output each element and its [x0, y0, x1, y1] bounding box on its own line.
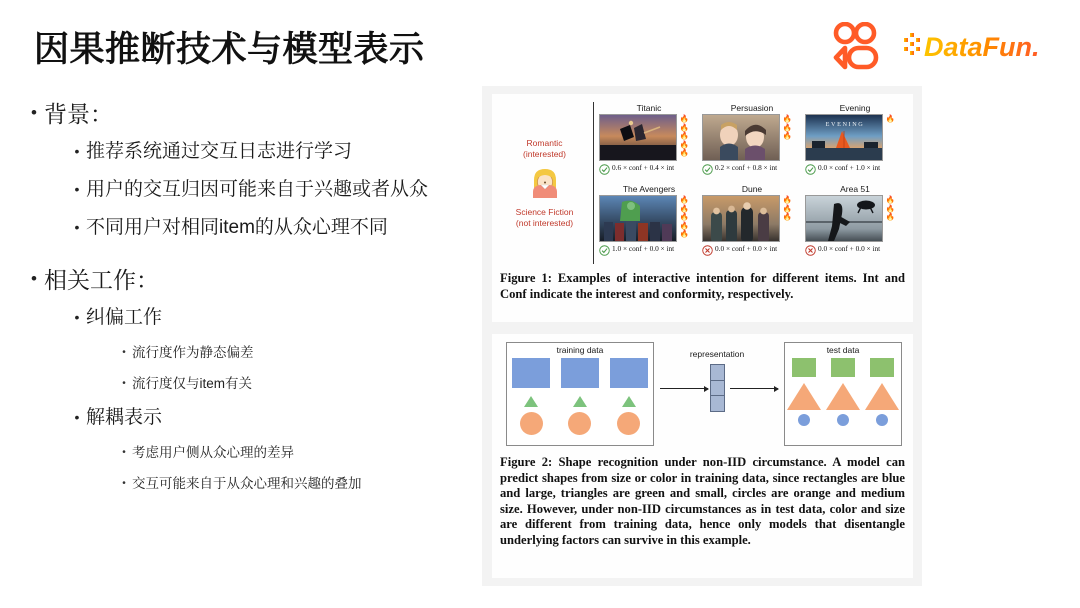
outline-item-level3	[116, 373, 479, 395]
movie-poster-persuasion	[702, 114, 780, 161]
circle-shape	[876, 414, 888, 426]
training-triangles-row	[507, 396, 653, 407]
outline-label: 考虑用户侧从众心理的差异	[132, 445, 294, 460]
training-data-label: training data	[556, 345, 604, 355]
flame-icon: 🔥	[885, 212, 896, 222]
bullet-dot-icon: •	[122, 447, 126, 458]
flame-icon: 🔥	[679, 139, 690, 149]
circle-shape	[568, 412, 591, 435]
outline-item-level1	[24, 264, 479, 296]
flame-icon: 🔥	[679, 220, 690, 230]
triangle-shape	[787, 383, 821, 410]
flame-icon: 🔥	[782, 203, 793, 213]
representation-label: representation	[689, 349, 745, 359]
figure2-caption: Figure 2: Shape recognition under non-IID circumstance. A model can predict shapes from size or color in training data, since rectangles are blue and large, triangles are green and small, circles are orange and medium size. However, under non-IID circumstances as in test data, color and size are different from training data, hence only models that disentangle underlying factors can survive in this example.	[500, 455, 905, 547]
movie-card	[702, 102, 802, 183]
check-icon	[599, 243, 610, 254]
movie-title: Evening	[839, 103, 871, 113]
movie-row-scifi	[593, 183, 911, 264]
datafun-logo	[904, 29, 1054, 63]
flame-icon: 🔥	[782, 122, 793, 132]
movie-rows	[593, 102, 911, 264]
outline-label: 流行度作为静态偏差	[132, 345, 254, 360]
outline-item-level2	[68, 138, 479, 166]
representation-block	[667, 348, 767, 412]
outline-label: 流行度仅与item有关	[132, 376, 253, 391]
cross-icon	[702, 243, 713, 254]
check-icon	[599, 162, 610, 173]
arrow-training-to-representation	[660, 388, 708, 389]
outline-item-level2	[68, 176, 479, 204]
flame-meter	[679, 114, 690, 158]
flame-icon: 🔥	[885, 195, 896, 204]
flame-icon: 🔥	[679, 114, 690, 123]
figure2-panel	[492, 334, 913, 578]
bullet-dot-icon: •	[122, 478, 126, 489]
figure-area	[482, 86, 922, 586]
kuaishou-logo-icon	[832, 22, 882, 70]
representation-cell	[711, 381, 724, 397]
outline-label: 背景：	[44, 101, 113, 127]
triangle-shape	[524, 396, 538, 407]
bullet-dot-icon: •	[74, 143, 80, 159]
intent-formula: 1.0 × conf + 0.0 × int	[612, 244, 675, 253]
flame-icon: 🔥	[782, 195, 793, 204]
rectangle-shape	[610, 358, 648, 388]
outline-label: 推荐系统通过交互日志进行学习	[86, 141, 353, 162]
circle-shape	[617, 412, 640, 435]
flame-meter	[885, 114, 896, 124]
test-data-label: test data	[826, 345, 860, 355]
flame-icon: 🔥	[782, 114, 793, 123]
movie-card	[702, 183, 802, 264]
training-rectangles-row	[507, 358, 653, 388]
intent-formula: 0.0 × conf + 0.0 × int	[715, 244, 778, 253]
movie-card	[599, 183, 699, 264]
rectangle-shape	[561, 358, 599, 388]
training-circles-row	[507, 412, 653, 435]
outline-label: 纠偏工作	[86, 307, 163, 328]
outline-item-level2	[68, 404, 479, 432]
bullet-dot-icon: •	[74, 219, 80, 235]
outline-item-level3	[116, 442, 479, 464]
intent-formula: 0.6 × conf + 0.4 × int	[612, 163, 675, 172]
flame-meter	[885, 195, 896, 222]
flame-icon: 🔥	[782, 212, 793, 222]
outline-group-background	[24, 98, 479, 242]
flame-icon: 🔥	[782, 131, 793, 141]
test-data-box	[784, 342, 902, 446]
test-triangles-row	[785, 383, 901, 410]
triangle-shape	[826, 383, 860, 410]
outline-label: 相关工作：	[44, 267, 159, 293]
flame-icon: 🔥	[679, 203, 690, 213]
movie-title: Dune	[741, 184, 763, 194]
flame-icon: 🔥	[679, 148, 690, 158]
movie-poster-titanic	[599, 114, 677, 161]
rectangle-shape	[870, 358, 894, 377]
intent-formula: 0.2 × conf + 0.8 × int	[715, 163, 778, 172]
logo-group	[832, 22, 1054, 70]
movie-title: Area 51	[840, 184, 870, 194]
bullet-dot-icon: •	[122, 378, 126, 389]
bullet-dot-icon: •	[31, 103, 37, 122]
flame-meter	[782, 114, 793, 141]
outline-label: 用户的交互归因可能来自于兴趣或者从众	[86, 179, 429, 200]
figure1-panel	[492, 94, 913, 322]
check-icon	[805, 162, 816, 173]
movie-card	[599, 102, 699, 183]
movie-title: Titanic	[636, 103, 662, 113]
flame-icon: 🔥	[679, 212, 690, 222]
persona-line1: Romantic	[526, 137, 563, 148]
triangle-shape	[622, 396, 636, 407]
outline-subgroup-debias	[24, 304, 479, 395]
figure1-graphic	[492, 94, 913, 266]
movie-poster-dune	[702, 195, 780, 242]
flame-icon: 🔥	[885, 203, 896, 213]
bullet-dot-icon: •	[74, 309, 80, 325]
flame-icon: 🔥	[679, 195, 690, 204]
figure1-caption: Figure 1: Examples of interactive intention for different items. Int and Conf indicate the interest and conformity, respectively.	[500, 271, 905, 301]
triangle-shape	[865, 383, 899, 410]
svg-text:EVENING: EVENING	[825, 121, 865, 128]
flame-icon: 🔥	[885, 114, 896, 123]
movie-card	[805, 102, 905, 183]
outline-label: 解耦表示	[86, 407, 163, 428]
svg-text:DataFun.: DataFun.	[924, 32, 1040, 62]
bullet-dot-icon: •	[74, 181, 80, 197]
persona-label-scifi	[516, 207, 574, 229]
arrow-representation-to-test	[730, 388, 778, 389]
circle-shape	[798, 414, 810, 426]
outline-label: 交互可能来自于从众心理和兴趣的叠加	[132, 476, 362, 491]
flame-icon: 🔥	[679, 122, 690, 132]
test-rectangles-row	[785, 358, 901, 377]
outline-item-level3	[116, 473, 479, 495]
intent-formula: 0.0 × conf + 1.0 × int	[818, 163, 881, 172]
figure2-graphic	[492, 334, 913, 452]
persona-line1: Science Fiction	[515, 206, 574, 217]
page-title: 因果推断技术与模型表示	[34, 30, 425, 69]
user-avatar-icon	[528, 166, 562, 200]
flame-meter	[782, 195, 793, 222]
outline-item-level2	[68, 214, 479, 242]
triangle-shape	[573, 396, 587, 407]
outline-item-level3	[116, 342, 479, 364]
test-circles-row	[785, 414, 901, 426]
cross-icon	[805, 243, 816, 254]
training-data-box	[506, 342, 654, 446]
flame-meter	[679, 195, 690, 239]
outline-item-level1	[24, 98, 479, 130]
bullet-dot-icon: •	[122, 347, 126, 358]
persona-column	[496, 104, 593, 262]
rectangle-shape	[792, 358, 816, 377]
movie-card	[805, 183, 905, 264]
representation-cell	[711, 396, 724, 411]
outline-list	[24, 98, 479, 504]
movie-title: The Avengers	[622, 184, 676, 194]
flame-icon: 🔥	[679, 229, 690, 239]
representation-cell	[711, 365, 724, 381]
intent-formula: 0.0 × conf + 0.0 × int	[818, 244, 881, 253]
representation-vector	[710, 364, 725, 412]
outline-item-level2	[68, 304, 479, 332]
outline-label: 不同用户对相同item的从众心理不同	[86, 217, 388, 238]
movie-poster-avengers	[599, 195, 677, 242]
movie-row-romantic	[593, 102, 911, 183]
bullet-dot-icon: •	[74, 409, 80, 425]
bullet-dot-icon: •	[31, 269, 37, 288]
movie-title: Persuasion	[730, 103, 774, 113]
persona-line2: (not interested)	[515, 217, 574, 228]
flame-icon: 🔥	[679, 131, 690, 141]
movie-poster-evening	[805, 114, 883, 161]
rectangle-shape	[512, 358, 550, 388]
outline-group-related-work	[24, 264, 479, 495]
rectangle-shape	[831, 358, 855, 377]
persona-line2: (interested)	[523, 148, 566, 159]
circle-shape	[520, 412, 543, 435]
circle-shape	[837, 414, 849, 426]
movie-poster-area51	[805, 195, 883, 242]
persona-label-romantic	[523, 138, 566, 160]
outline-subgroup-disentangle	[24, 404, 479, 495]
check-icon	[702, 162, 713, 173]
